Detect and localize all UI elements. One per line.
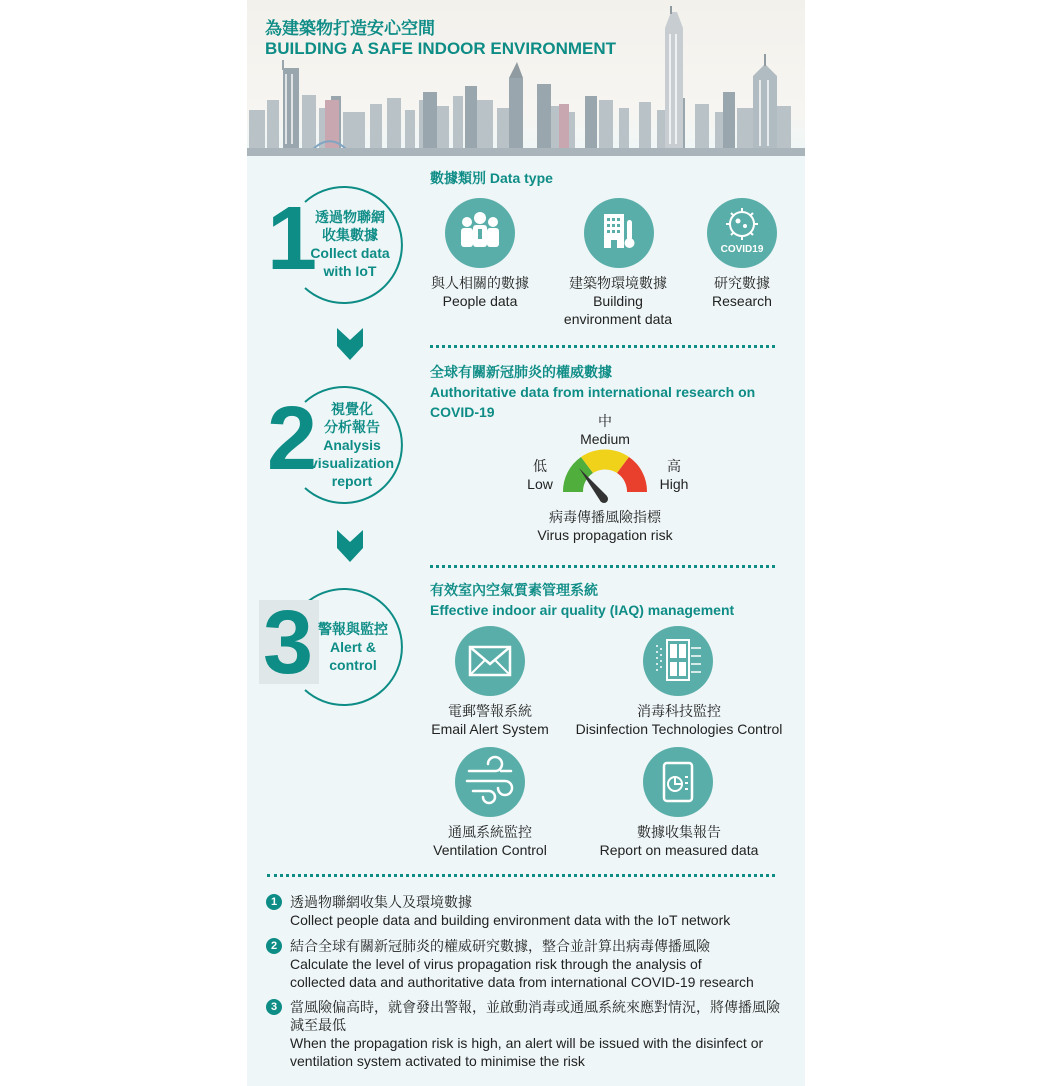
wind-icon [455, 747, 525, 817]
note-3-badge: 3 [266, 999, 282, 1015]
envelope-icon [455, 626, 525, 696]
step-3-number: 3 [263, 593, 314, 693]
step-2-number: 2 [267, 389, 318, 489]
gauge-caption: 病毒傳播風險指標 Virus propagation risk [537, 509, 673, 543]
disinfection-device-icon [643, 626, 713, 696]
gauge-low-label: 低 Low [527, 458, 553, 492]
email-alert-caption: 電郵警報系統 Email Alert System [431, 703, 549, 737]
note-2-badge: 2 [266, 938, 282, 954]
ventilation-caption: 通風系統監控 Ventilation Control [433, 824, 547, 858]
chevron-down-icon [337, 530, 363, 562]
report-caption: 數據收集報告 Report on measured data [599, 824, 759, 858]
note-3: 當風險偏高時，就會發出警報，並啟動消毒或通風系統來應對情況，將傳播風險 減至最低 When the propagation risk is high, an alert will be issued with the disinfect or ventilation system activated to minimise the risk [290, 999, 780, 1069]
gauge-medium-label: 中 Medium [580, 413, 630, 447]
people-icon [445, 198, 515, 268]
divider [267, 874, 775, 877]
step-3-label: 警報與監控 Alert & control [318, 621, 388, 673]
gauge-high-label: 高 High [659, 458, 689, 492]
step-1-label: 透過物聯網 收集數據 Collect data with IoT [310, 209, 390, 279]
header-banner [247, 0, 805, 156]
people-data-caption: 與人相關的數據 People data [431, 275, 529, 309]
disinfection-caption: 消毒科技監控 Disinfection Technologies Control [575, 703, 783, 737]
research-data-caption: 研究數據 Research [712, 275, 772, 309]
header-title-zh: 為建築物打造安心空間 [265, 19, 435, 38]
report-chart-icon [643, 747, 713, 817]
step-2-label: 視覺化 分析報告 Analysis visualization report [309, 401, 395, 489]
chevron-down-icon [337, 328, 363, 360]
header-title-en: BUILDING A SAFE INDOOR ENVIRONMENT [265, 39, 617, 58]
building-data-caption: 建築物環境數據 Building environment data [563, 275, 673, 327]
divider [430, 345, 775, 348]
note-1: 透過物聯網收集人及環境數據 Collect people data and building environment data with the IoT network [290, 894, 731, 928]
covid19-virus-icon [707, 198, 777, 268]
section3-title: 有效室內空氣質素管理系統 Effective indoor air quality (IAQ) management [430, 582, 735, 618]
building-thermometer-icon [584, 198, 654, 268]
section1-title: 數據類別 Data type [430, 170, 553, 186]
step-1-number: 1 [267, 189, 318, 289]
infographic-panel [247, 0, 805, 1086]
section2-title: 全球有關新冠肺炎的權威數據 Authoritative data from international research on COVID-19 [430, 364, 756, 420]
covid19-badge: COVID19 [720, 244, 764, 255]
risk-gauge [559, 446, 651, 506]
divider [430, 565, 775, 568]
note-2: 結合全球有關新冠肺炎的權威研究數據，整合並計算出病毒傳播風險 Calculate the level of virus propagation risk through the analysis of collected data and authoritative data from international COVID-19 research [290, 938, 754, 990]
note-1-badge: 1 [266, 894, 282, 910]
